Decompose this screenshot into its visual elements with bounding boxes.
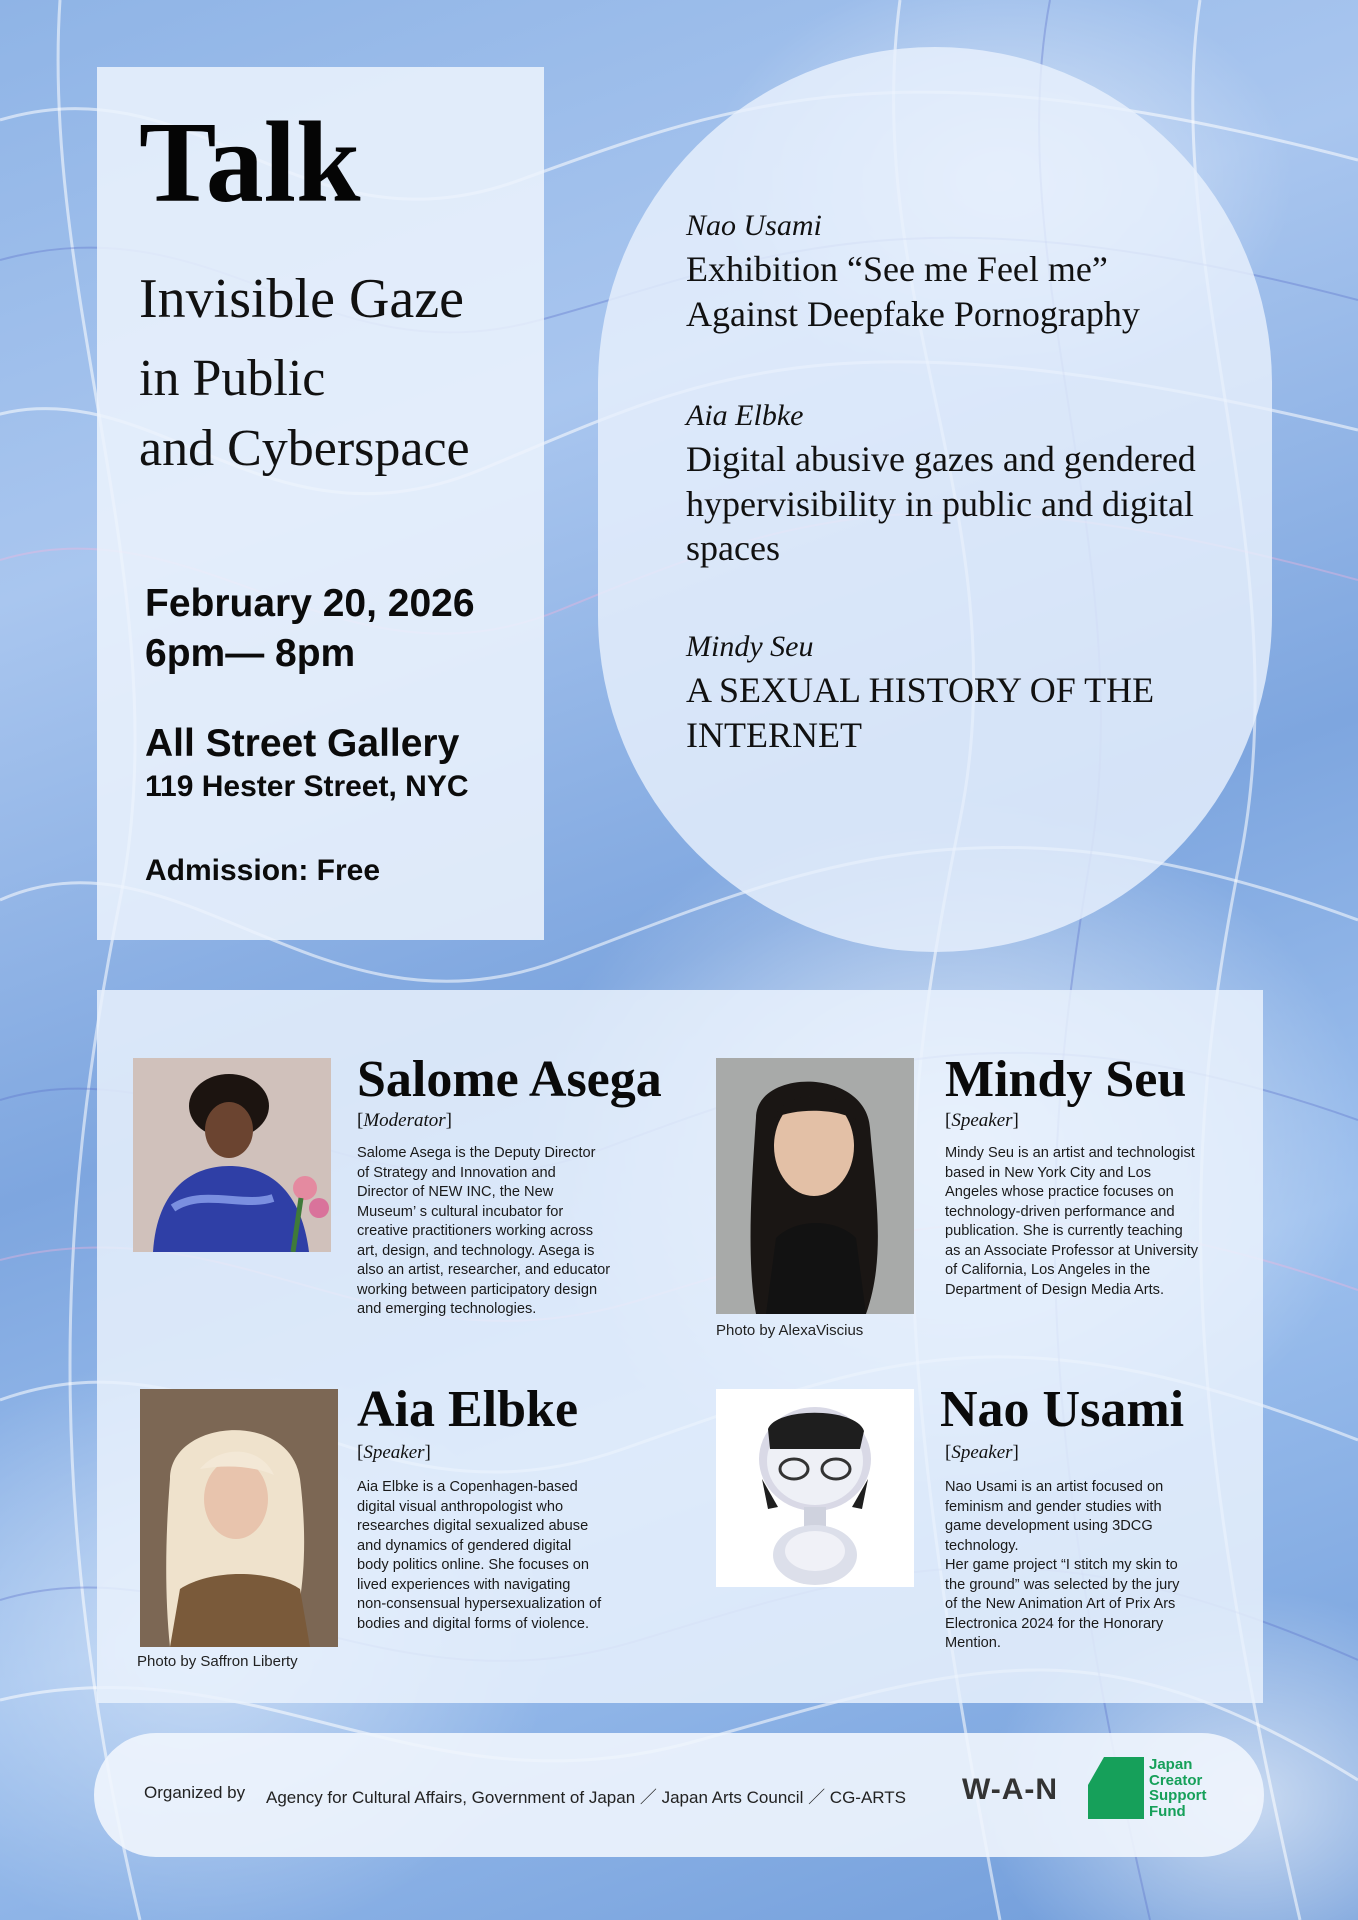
- talk-title-line: Exhibition “See me Feel me”: [686, 249, 1108, 289]
- footer: [94, 1733, 1264, 1857]
- jcsf-line: Japan: [1149, 1756, 1193, 1773]
- speaker-role: [Speaker]: [945, 1442, 1019, 1463]
- title-panel: [97, 67, 544, 940]
- speakers-panel: [97, 990, 1263, 1703]
- page-title: Talk: [139, 99, 361, 227]
- speaker-name: Mindy Seu: [945, 1051, 1187, 1108]
- talk-item: [686, 399, 1226, 571]
- speaker-role-text: Moderator: [363, 1110, 446, 1131]
- wan-logo: W-A-N: [962, 1773, 1059, 1806]
- speaker-role-text: Speaker: [951, 1442, 1013, 1463]
- speaker-photo-aia-elbke: [140, 1389, 338, 1647]
- event-admission: Admission: Free: [145, 854, 381, 887]
- subtitle-line-1: Invisible Gaze: [139, 268, 464, 330]
- talk-item: [686, 630, 1206, 757]
- speaker-role-text: Speaker: [951, 1110, 1013, 1131]
- speaker-name: Nao Usami: [940, 1381, 1185, 1438]
- jcsf-logo-mark-icon: [1088, 1757, 1144, 1819]
- organized-by-label: Organized by: [144, 1783, 246, 1802]
- organizers-list: Agency for Cultural Affairs, Government of Japan ／ Japan Arts Council ／ CG-ARTS: [266, 1788, 906, 1807]
- event-venue: All Street Gallery: [145, 722, 460, 765]
- talk-item: [686, 209, 1246, 336]
- event-time: 6pm— 8pm: [145, 632, 356, 675]
- speaker-photo-salome-asega: [133, 1058, 331, 1252]
- jcsf-line: Creator: [1149, 1771, 1203, 1789]
- speaker-role-text: Speaker: [363, 1442, 425, 1463]
- event-date: February 20, 2026: [145, 582, 475, 625]
- photo-credit: Photo by AlexaViscius: [716, 1322, 864, 1339]
- speaker-photo-mindy-seu: [716, 1058, 914, 1314]
- speaker-bio: Salome Asega is the Deputy Director of Strategy and Innovation and Director of NEW INC, the New Museum’ s cultural incubator for creative practitioners working across art, design, and technology. Asega is also an artist, researcher, and educator working between participatory design and emerging technologies.: [357, 1145, 611, 1317]
- talks-capsule: [598, 47, 1272, 952]
- speaker-role: [Moderator]: [357, 1110, 452, 1131]
- talk-title: Digital abusive gazes and gendered hypervisibility in public and digital spaces: [686, 439, 1196, 569]
- talk-speaker: Aia Elbke: [686, 399, 804, 432]
- photo-credit: Photo by Saffron Liberty: [137, 1653, 298, 1670]
- speaker-role: [Speaker]: [357, 1442, 431, 1463]
- speaker-role: [Speaker]: [945, 1110, 1019, 1131]
- speaker-bio: Nao Usami is an artist focused on feminism and gender studies with game development using 3DCG technology. Her game project “I stitch my skin to the ground” was selected by the jury of the New Animation Art of Prix Ars Electronica 2024 for the Honorary Mention.: [945, 1479, 1180, 1651]
- talk-title: A SEXUAL HISTORY OF THE INTERNET: [686, 670, 1155, 755]
- jcsf-logo-text: [1149, 1757, 1207, 1819]
- event-address: 119 Hester Street, NYC: [145, 770, 469, 803]
- speaker-bio: Aia Elbke is a Copenhagen-based digital visual anthropologist who researches digital sexualized abuse and dynamics of gendered digital body politics online. She focuses on lived experiences with navigating non-consensual hypersexualization of bodies and digital forms of violence.: [357, 1479, 602, 1632]
- speaker-photo-nao-usami: [716, 1389, 914, 1587]
- subtitle-line-2: in Public: [139, 350, 326, 407]
- talk-title: [686, 247, 1246, 336]
- subtitle-line-3: and Cyberspace: [139, 420, 470, 477]
- speaker-name: Salome Asega: [357, 1051, 662, 1108]
- talk-title-line: Against Deepfake Pornography: [686, 293, 1140, 334]
- speaker-name: Aia Elbke: [357, 1381, 579, 1438]
- jcsf-line: Support: [1149, 1787, 1207, 1804]
- talk-speaker: Mindy Seu: [686, 630, 814, 663]
- speaker-bio: Mindy Seu is an artist and technologist based in New York City and Los Angeles whose practice focuses on technology-driven performance and publication. She is currently teaching as an Associate Professor at University of California, Los Angeles in the Department of Design Media Arts.: [945, 1145, 1199, 1298]
- talk-speaker: Nao Usami: [686, 209, 822, 242]
- jcsf-line: Fund: [1149, 1802, 1186, 1820]
